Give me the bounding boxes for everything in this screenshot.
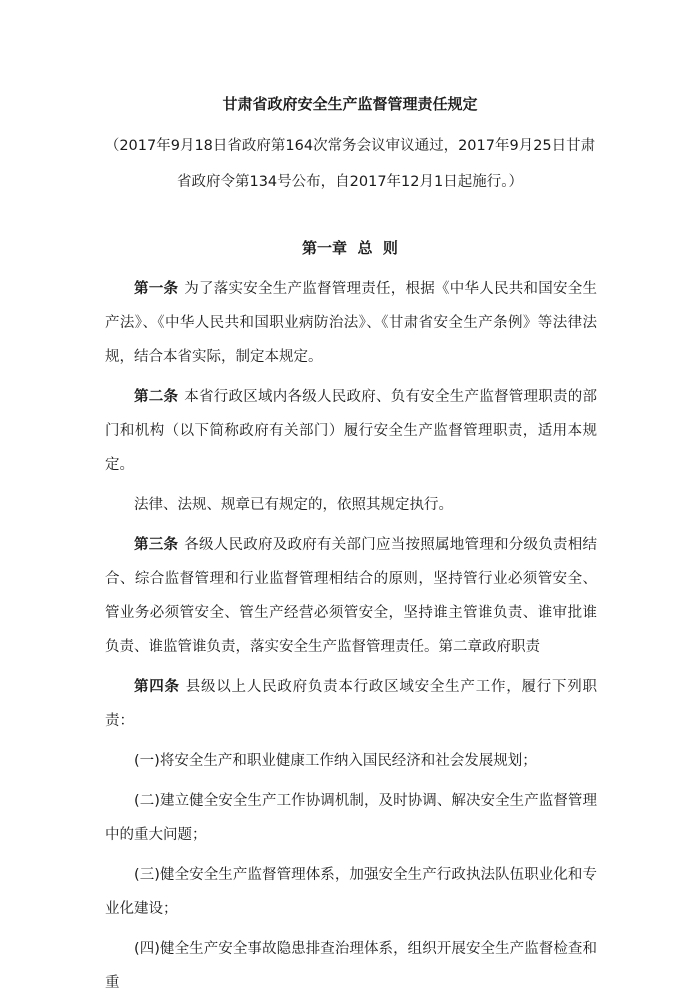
paragraph (105, 744, 597, 778)
chapter-heading: 第一章 总 则 (302, 239, 398, 257)
paragraph-text: (三)健全安全生产监督管理体系，加强安全生产行政执法队伍职业化和专业化建设； (105, 867, 597, 917)
paragraph (105, 858, 597, 926)
article-label: 第四条 (134, 679, 180, 695)
paragraph-text: (一)将安全生产和职业健康工作纳入国民经济和社会发展规划； (134, 753, 537, 769)
article-label: 第二条 (134, 389, 179, 405)
paragraph-text: (二)建立健全安全生产工作协调机制，及时协调、解决安全生产监督管理中的重大问题； (105, 793, 597, 843)
article-label: 第三条 (134, 537, 179, 553)
paragraph-text: 各级人民政府及政府有关部门应当按照属地管理和分级负责相结合、综合监督管理和行业监督管理相结合的原则，坚持管行业必须管安全、管业务必须管安全、管生产经营必须管安全，坚持谁主管谁负责、谁审批谁负责、谁监管谁负责，落实安全生产监督管理责任。第二章政府职责 (105, 537, 597, 655)
paragraph (105, 380, 597, 482)
paragraph-text: 为了落实安全生产监督管理责任，根据《中华人民共和国安全生产法》、《中华人民共和国职业病防治法》、《甘肃省安全生产条例》等法律法规，结合本省实际，制定本规定。 (105, 281, 597, 365)
paragraph-text: 县级以上人民政府负责本行政区域安全生产工作，履行下列职责： (105, 679, 598, 729)
paragraph-text: (四)健全生产安全事故隐患排查治理体系，组织开展安全生产监督检查和重 (105, 941, 597, 991)
document-body (105, 272, 597, 1006)
paragraph (105, 670, 597, 738)
paragraph-text: 本省行政区域内各级人民政府、负有安全生产监督管理职责的部门和机构（以下简称政府有关部门）履行安全生产监督管理职责，适用本规定。 (105, 389, 597, 473)
document-subtitle: （2017年9月18日省政府第164次常务会议审议通过，2017年9月25日甘肃省政府令第134号公布，自2017年12月1日起施行。） (104, 138, 596, 190)
paragraph (105, 272, 597, 374)
paragraph (105, 488, 597, 522)
document-title: 甘肃省政府安全生产监督管理责任规定 (222, 95, 478, 113)
paragraph-text: 法律、法规、规章已有规定的，依照其规定执行。 (134, 497, 453, 513)
paragraph (105, 528, 597, 664)
paragraph (105, 784, 597, 852)
article-label: 第一条 (134, 281, 179, 297)
